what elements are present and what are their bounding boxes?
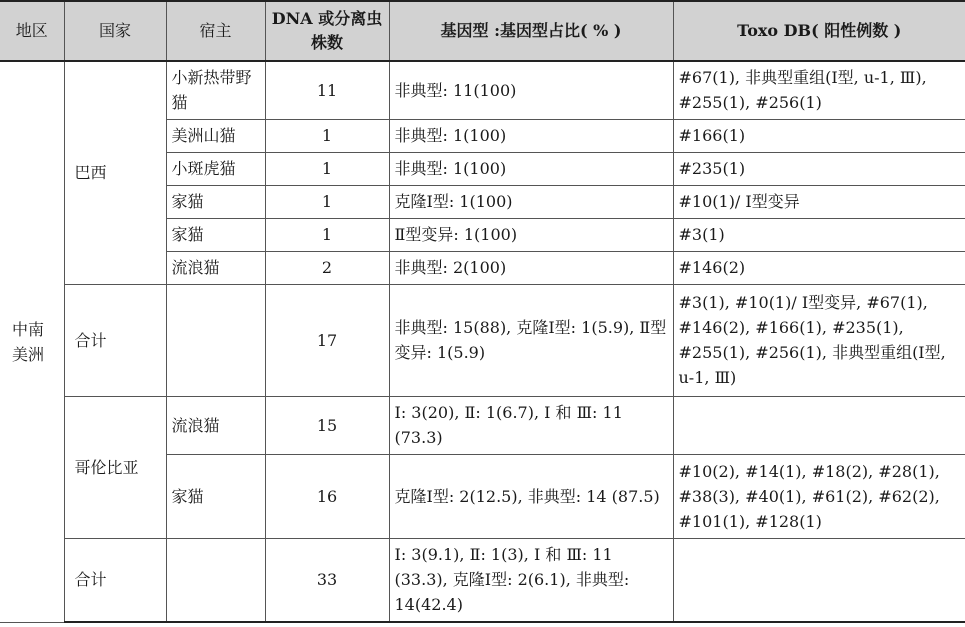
header-region: 地区 <box>0 1 64 61</box>
count-cell: 15 <box>265 396 389 454</box>
count-cell: 11 <box>265 61 389 119</box>
total-genotype: 非典型: 15(88), 克隆Ⅰ型: 1(5.9), Ⅱ型变异: 1(5.9) <box>389 284 673 396</box>
genotype-cell: Ⅰ: 3(20), Ⅱ: 1(6.7), Ⅰ 和 Ⅲ: 11 (73.3) <box>389 396 673 454</box>
header-toxodb: Toxo DB( 阳性例数 ) <box>673 1 965 61</box>
genotype-cell: 克隆Ⅰ型: 1(100) <box>389 185 673 218</box>
toxodb-cell <box>673 396 965 454</box>
total-count: 17 <box>265 284 389 396</box>
total-row <box>0 538 965 622</box>
host-cell: 小斑虎猫 <box>166 152 265 185</box>
header-dna-count: DNA 或分离虫株数 <box>265 1 389 61</box>
header-row <box>0 1 965 61</box>
total-row <box>0 284 965 396</box>
genotype-cell: 非典型: 1(100) <box>389 152 673 185</box>
host-cell: 家猫 <box>166 454 265 538</box>
host-cell: 小新热带野猫 <box>166 61 265 119</box>
genotype-cell: Ⅱ型变异: 1(100) <box>389 218 673 251</box>
table-row <box>0 61 965 119</box>
toxodb-cell: #146(2) <box>673 251 965 284</box>
header-country: 国家 <box>64 1 166 61</box>
host-cell: 美洲山猫 <box>166 119 265 152</box>
host-cell: 流浪猫 <box>166 396 265 454</box>
header-host: 宿主 <box>166 1 265 61</box>
genotype-cell: 克隆Ⅰ型: 2(12.5), 非典型: 14 (87.5) <box>389 454 673 538</box>
genotype-cell: 非典型: 2(100) <box>389 251 673 284</box>
count-cell: 2 <box>265 251 389 284</box>
host-cell-empty <box>166 284 265 396</box>
toxodb-cell: #10(2), #14(1), #18(2), #28(1), #38(3), #40(1), #61(2), #62(2), #101(1), #128(1) <box>673 454 965 538</box>
region-cell: 中南美洲 <box>0 61 64 622</box>
total-genotype: Ⅰ: 3(9.1), Ⅱ: 1(3), Ⅰ 和 Ⅲ: 11 (33.3), 克隆Ⅰ型: 2(6.1), 非典型: 14(42.4) <box>389 538 673 622</box>
total-label: 合计 <box>64 284 166 396</box>
toxodb-cell: #10(1)/ Ⅰ型变异 <box>673 185 965 218</box>
total-count: 33 <box>265 538 389 622</box>
host-cell: 家猫 <box>166 185 265 218</box>
count-cell: 1 <box>265 218 389 251</box>
country-cell-colombia: 哥伦比亚 <box>64 396 166 538</box>
country-cell-brazil: 巴西 <box>64 61 166 284</box>
toxodb-cell: #67(1), 非典型重组(Ⅰ型, u-1, Ⅲ), #255(1), #256(1) <box>673 61 965 119</box>
toxodb-cell: #166(1) <box>673 119 965 152</box>
genotype-cell: 非典型: 11(100) <box>389 61 673 119</box>
toxodb-cell: #235(1) <box>673 152 965 185</box>
host-cell: 家猫 <box>166 218 265 251</box>
count-cell: 1 <box>265 185 389 218</box>
total-label: 合计 <box>64 538 166 622</box>
genotype-cell: 非典型: 1(100) <box>389 119 673 152</box>
toxodb-cell: #3(1) <box>673 218 965 251</box>
count-cell: 16 <box>265 454 389 538</box>
header-genotype: 基因型 :基因型占比( % ) <box>389 1 673 61</box>
count-cell: 1 <box>265 152 389 185</box>
total-toxodb <box>673 538 965 622</box>
host-cell: 流浪猫 <box>166 251 265 284</box>
host-cell-empty <box>166 538 265 622</box>
count-cell: 1 <box>265 119 389 152</box>
table-row <box>0 396 965 454</box>
total-toxodb: #3(1), #10(1)/ Ⅰ型变异, #67(1), #146(2), #166(1), #235(1), #255(1), #256(1), 非典型重组(Ⅰ型, u-1, Ⅲ) <box>673 284 965 396</box>
